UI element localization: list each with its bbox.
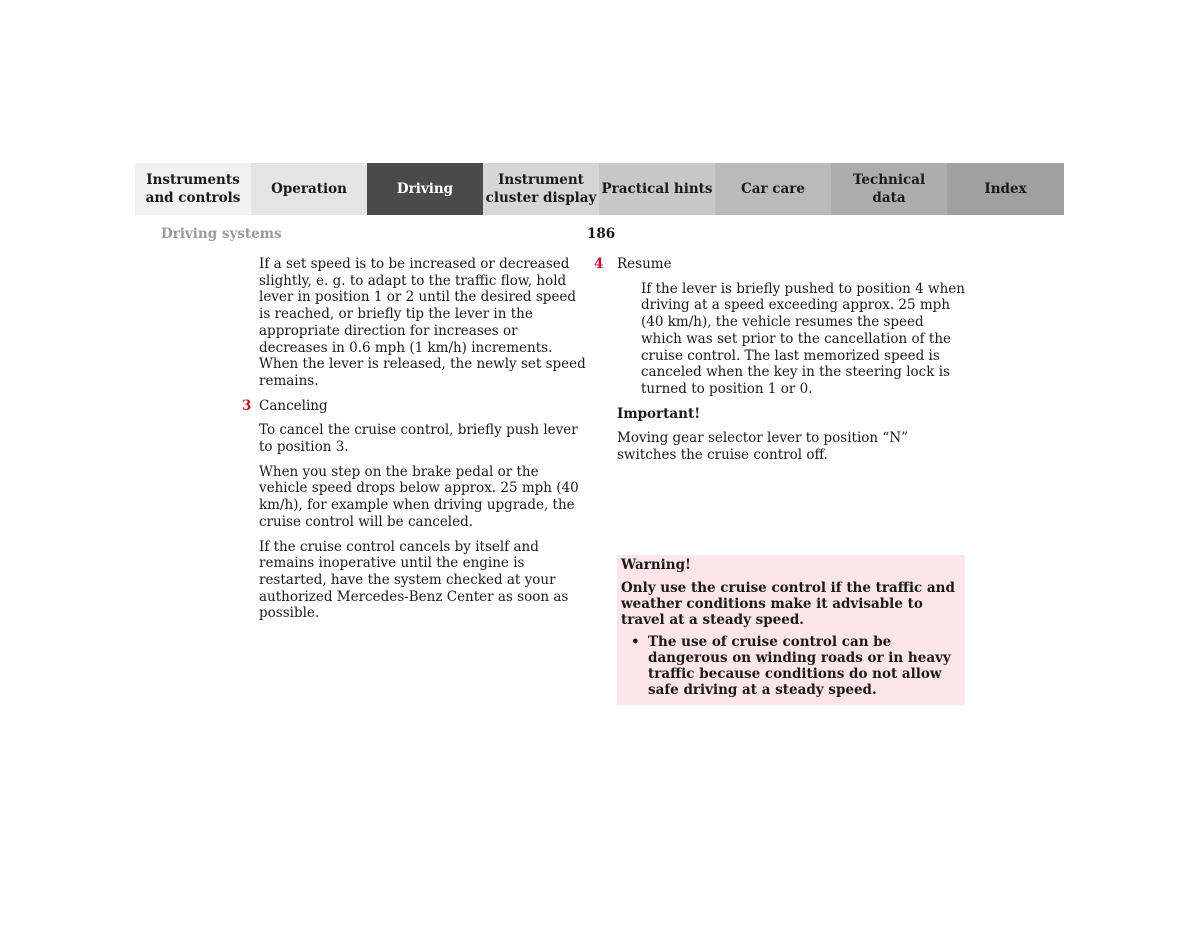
warning-box [617,555,965,705]
left-column [242,256,589,622]
tab-operation[interactable]: Operation [251,163,367,215]
warning-title: Warning! [621,557,691,573]
item-3-heading [242,397,589,415]
page-number: 186 [587,226,616,242]
warning-bullet-item [621,634,959,698]
tab-technical-data[interactable]: Technical data [831,163,947,215]
bullet-icon: • [631,634,640,650]
item-4-paragraph: If the lever is briefly pushed to position 4 when driving at a speed exceeding approx. 25 mph (40 km/h), the vehicle resumes the speed which was set prior to the cancellation of the cruise control. The last memorized speed is canceled when the key in the steering lock is turned to position 1 or 0. [641,280,965,397]
important-title: Important! [617,405,701,422]
item-3-paragraph-3: If the cruise control cancels by itself and remains inoperative until the engine is restarted, have the system checked at your authorized Mercedes-Benz Center as soon as possible. [259,538,569,622]
section-title: Driving systems [161,226,282,242]
tab-index[interactable]: Index [947,163,1064,215]
tab-instruments-and-controls[interactable]: Instruments and controls [135,163,251,215]
tab-instrument-cluster-display[interactable]: Instrument cluster display [483,163,599,215]
chapter-tabs [135,163,1064,215]
tab-driving[interactable]: Driving [367,163,483,215]
important-text: Moving gear selector lever to position “N” switches the cruise control off. [617,430,909,464]
intro-paragraph: If a set speed is to be increased or decreased slightly, e. g. to adapt to the traffic flow, hold lever in position 1 or 2 until the desired speed is reached, or briefly tip the lever in the appropriate direction for increases or decreases in 0.6 mph (1 km/h) increments. When the lever is released, the newly set speed remains. [259,256,586,389]
item-4-heading [594,256,967,273]
warning-bullet-text: The use of cruise control can be dangerous on winding roads or in heavy traffic because conditions do not allow safe driving at a steady speed. [648,634,951,698]
item-4-title: Resume [617,256,672,272]
tab-practical-hints[interactable]: Practical hints [599,163,715,215]
item-4-number: 4 [594,256,604,272]
item-3-title: Canceling [259,397,328,414]
tab-car-care[interactable]: Car care [715,163,831,215]
warning-body: Only use the cruise control if the traffic and weather conditions make it advisable to travel at a steady speed. [621,580,955,628]
item-3-number: 3 [242,397,252,414]
item-3-paragraph-1: To cancel the cruise control, briefly push lever to position 3. [259,422,578,456]
item-3-paragraph-2: When you step on the brake pedal or the vehicle speed drops below approx. 25 mph (40 km/h), for example when driving upgrade, the cruise control will be canceled. [259,463,579,530]
right-column [594,256,967,464]
